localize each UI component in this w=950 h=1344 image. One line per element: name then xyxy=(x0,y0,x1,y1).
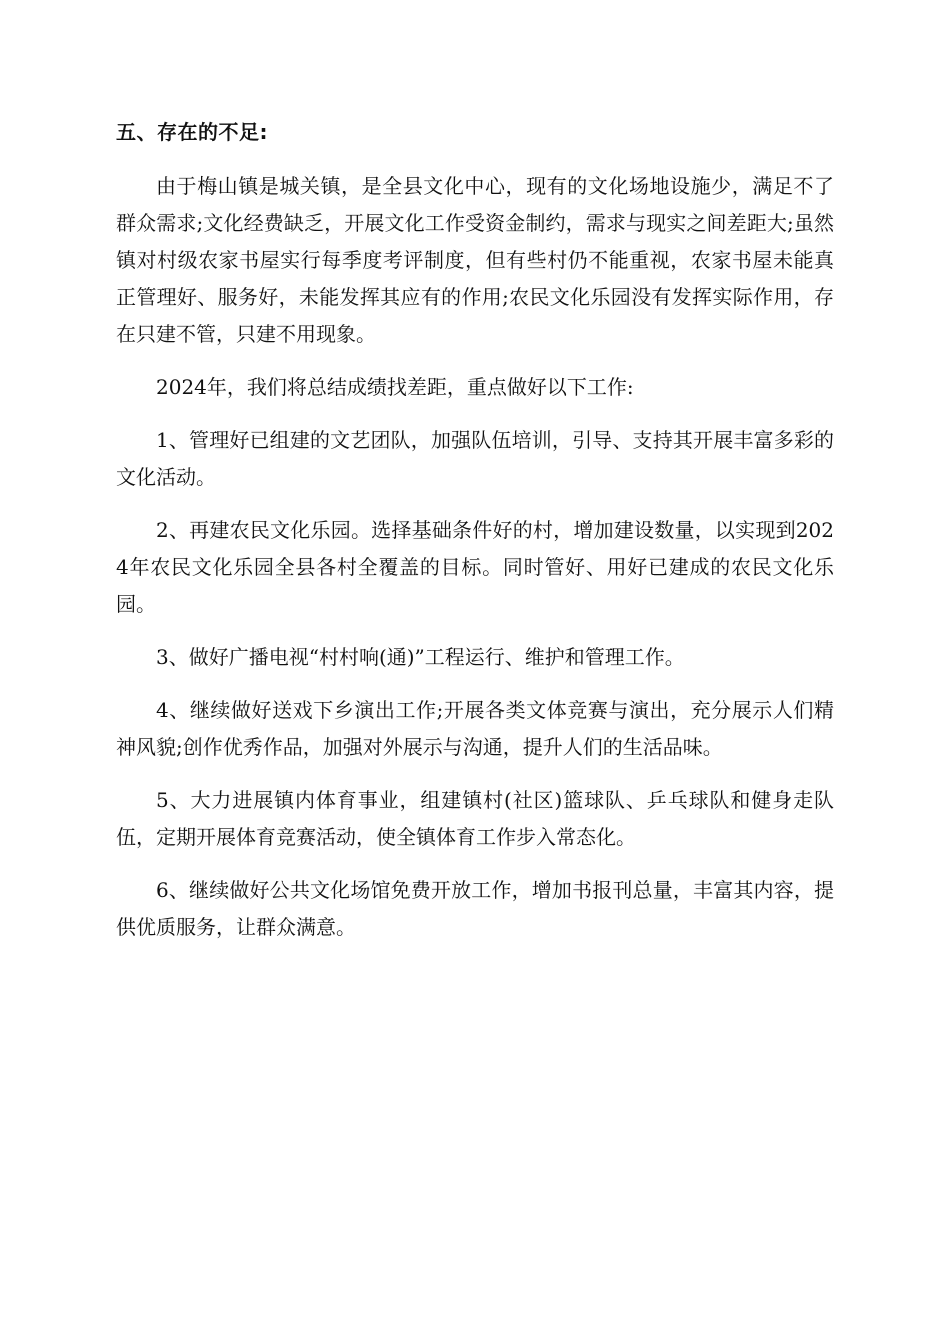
paragraph-item-2: 2、再建农民文化乐园。选择基础条件好的村，增加建设数量，以实现到2024年农民文化乐园全县各村全覆盖的目标。同时管好、用好已建成的农民文化乐园。 xyxy=(116,518,834,616)
section-heading: 五、存在的不足: xyxy=(116,120,268,144)
paragraph-item-3: 3、做好广播电视“村村响(通)”工程运行、维护和管理工作。 xyxy=(156,645,685,669)
paragraph-plan-intro: 2024年，我们将总结成绩找差距，重点做好以下工作: xyxy=(156,375,634,399)
paragraph-item-1: 1、管理好已组建的文艺团队，加强队伍培训，引导、支持其开展丰富多彩的文化活动。 xyxy=(116,428,834,489)
document-body xyxy=(116,112,834,962)
paragraph-item-4: 4、继续做好送戏下乡演出工作;开展各类文体竞赛与演出，充分展示人们精神风貌;创作优秀作品，加强对外展示与沟通，提升人们的生活品味。 xyxy=(116,698,834,759)
paragraph-item-6: 6、继续做好公共文化场馆免费开放工作，增加书报刊总量，丰富其内容，提供优质服务，让群众满意。 xyxy=(116,878,834,939)
paragraph-item-5: 5、大力进展镇内体育事业，组建镇村(社区)篮球队、乒乓球队和健身走队伍，定期开展体育竞赛活动，使全镇体育工作步入常态化。 xyxy=(116,788,834,849)
paragraph-shortcomings: 由于梅山镇是城关镇，是全县文化中心，现有的文化场地设施少，满足不了群众需求;文化经费缺乏，开展文化工作受资金制约，需求与现实之间差距大;虽然镇对村级农家书屋实行每季度考评制度，但有些村仍不能重视，农家书屋未能真正管理好、服务好，未能发挥其应有的作用;农民文化乐园没有发挥实际作用，存在只建不管，只建不用现象。 xyxy=(116,174,834,346)
